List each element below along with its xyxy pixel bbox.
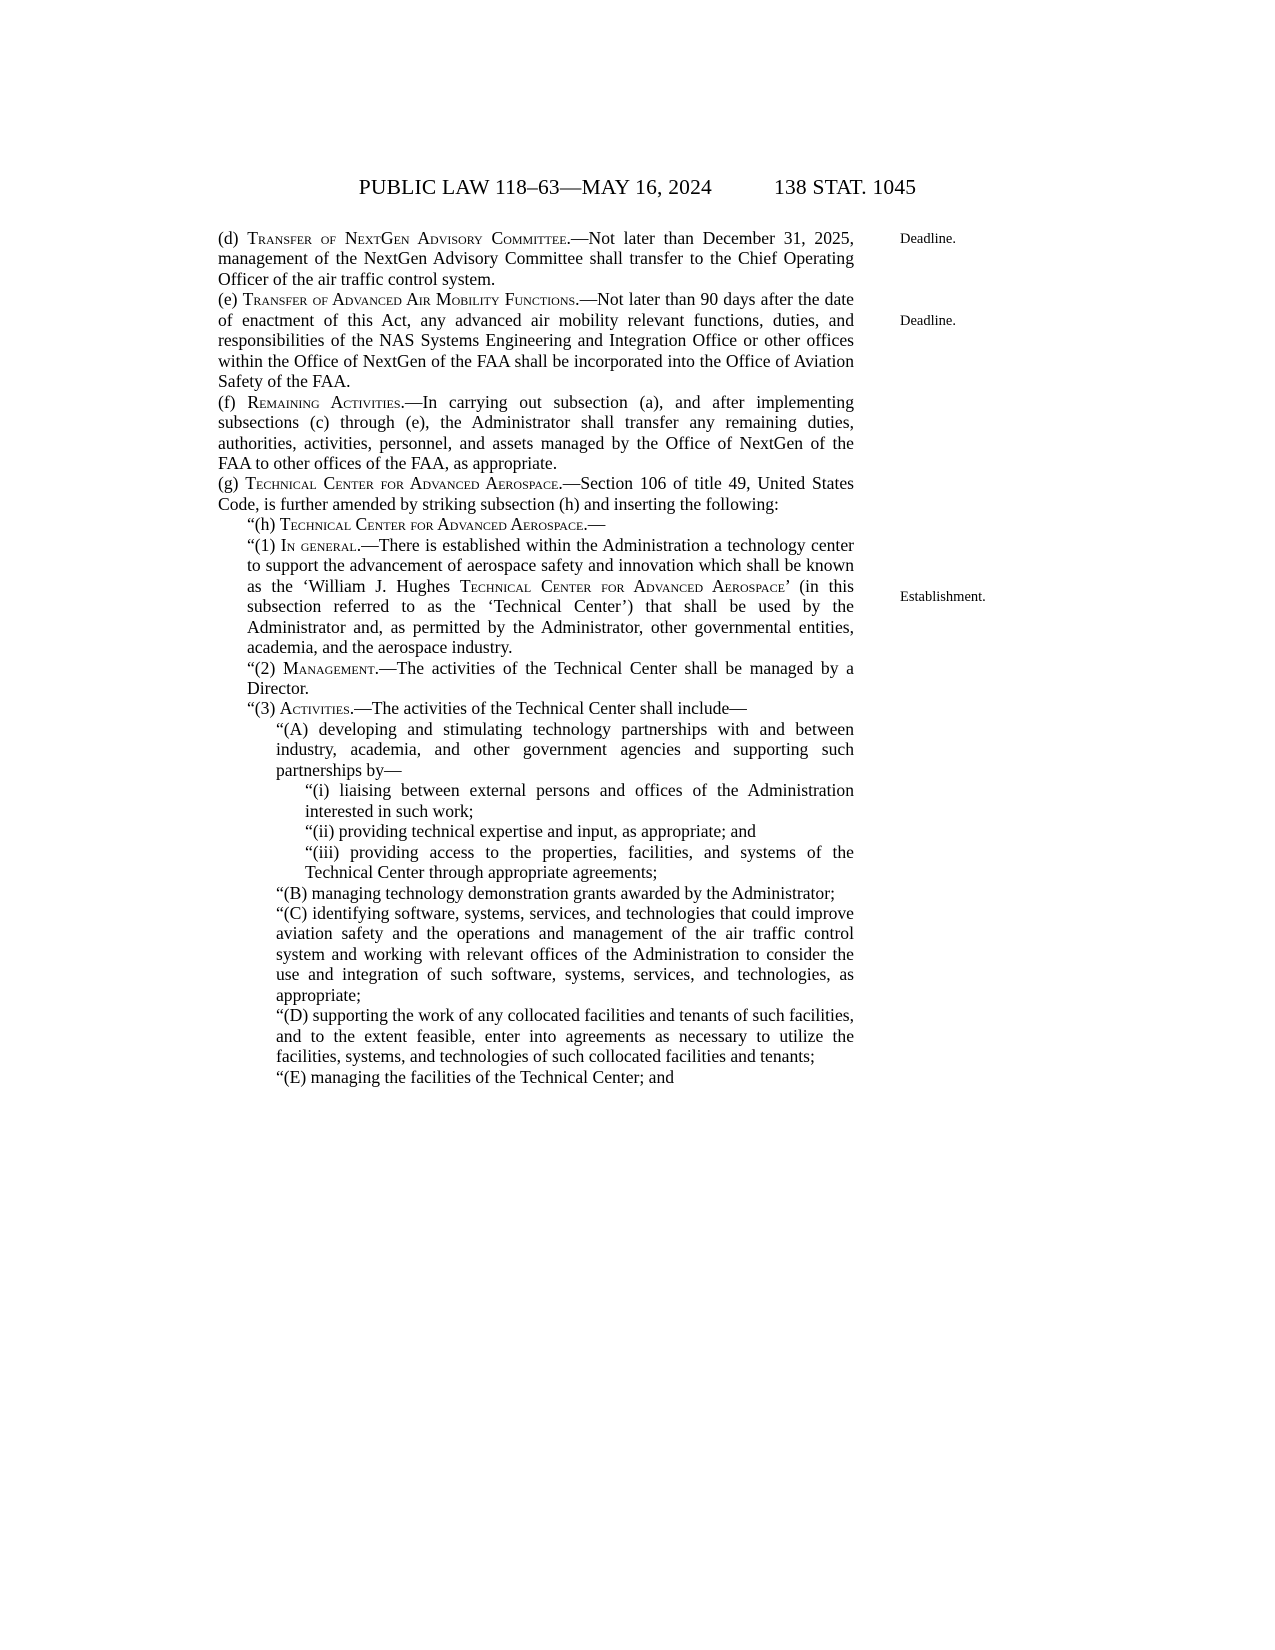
paragraph-h-3-c: “(C) identifying software, systems, services, and technologies that could improve aviation safety and the operations and management of the air traffic control system and working with relevant offices of the Administration to consider the use and integration of such software, systems, services, and technologies, as appropriate;	[276, 902, 854, 1005]
paragraph-d: (d) Transfer of NextGen Advisory Committee.—Not later than December 31, 2025, management of the NextGen Advisory Committee shall transfer to the Chief Operating Officer of the air traffic control system.	[218, 228, 855, 289]
paragraph-h-1: “(1) In general.—There is established within the Administration a technology center to support the advancement of aerospace safety and innovation which shall be known as the ‘William J. Hughes Technical Center for Advanced Aerospace’ (in this subsection referred to as the ‘Technical Center’) that shall be used by the Administrator and, as permitted by the Administrator, other governmental entities, academia, and the aerospace industry.	[247, 534, 854, 658]
paragraph-h-3-a-ii: “(ii) providing technical expertise and input, as appropriate; and	[305, 821, 756, 842]
paragraph-h-3-a: “(A) developing and stimulating technology partnerships with and between industry, academia, and other government agencies and supporting such partnerships by—	[276, 718, 854, 780]
sidenote-deadline-1: Deadline.	[900, 231, 956, 247]
paragraph-g: (g) Technical Center for Advanced Aerospace.—Section 106 of title 49, United States Code, is further amended by striking subsection (h) and inserting the following:	[218, 473, 854, 514]
paragraph-h-3-d: “(D) supporting the work of any collocated facilities and tenants of such facilities, and to the extent feasible, enter into agreements as necessary to utilize the facilities, systems, and technologies of such collocated facilities and tenants;	[276, 1005, 854, 1067]
paragraph-h-3-b: “(B) managing technology demonstration grants awarded by the Administrator;	[276, 882, 835, 903]
running-head-stat: 138 STAT. 1045	[774, 175, 917, 199]
paragraph-e: (e) Transfer of Advanced Air Mobility Functions.—Not later than 90 days after the date of enactment of this Act, any advanced air mobility relevant functions, duties, and responsibilities of the NAS Systems Engineering and Integration Office or other offices within the Office of NextGen of the FAA shall be incorporated into the Office of Aviation Safety of the FAA.	[218, 289, 854, 392]
paragraph-h-3: “(3) Activities.—The activities of the Technical Center shall include—	[247, 698, 747, 719]
paragraph-h-3-e: “(E) managing the facilities of the Technical Center; and	[276, 1066, 675, 1087]
body-column	[218, 228, 854, 1087]
sidenote-deadline-2: Deadline.	[900, 313, 956, 329]
paragraph-h-2: “(2) Management.—The activities of the Technical Center shall be managed by a Director.	[247, 657, 854, 698]
sidenote-establishment: Establishment.	[900, 589, 986, 605]
running-head	[0, 175, 1275, 200]
paragraph-f: (f) Remaining Activities.—In carrying out subsection (a), and after implementing subsections (c) through (e), the Administrator shall transfer any remaining duties, authorities, activities, personnel, and assets managed by the Office of NextGen of the FAA to other offices of the FAA, as appropriate.	[218, 391, 855, 473]
paragraph-h-3-a-iii: “(iii) providing access to the properties, facilities, and systems of the Technical Center through appropriate agreements;	[305, 841, 854, 883]
paragraph-h-heading: “(h) Technical Center for Advanced Aerospace.—	[247, 514, 606, 535]
paragraph-h-3-a-i: “(i) liaising between external persons and offices of the Administration interested in such work;	[305, 780, 854, 821]
running-head-law: PUBLIC LAW 118–63—MAY 16, 2024	[358, 175, 713, 199]
